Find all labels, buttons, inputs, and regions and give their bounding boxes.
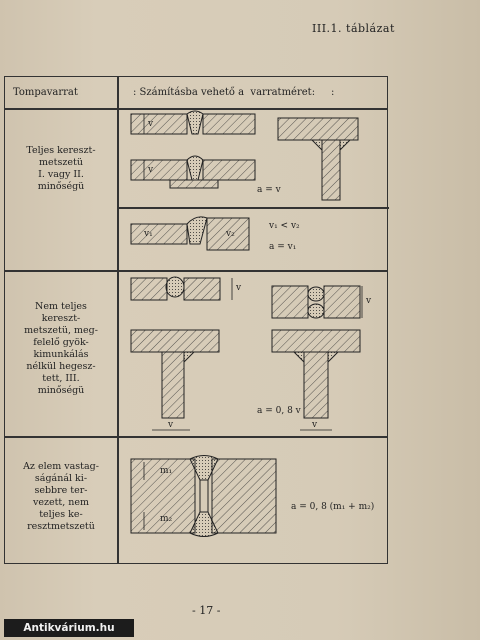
dim-v-2: v — [148, 165, 154, 175]
formula-partial-section: a = 0, 8 v — [257, 406, 301, 416]
row-3-label: Az elem vastag- ságánál ki- sebbre ter- vezett, nem teljes ke- resztmetszetü — [23, 461, 99, 532]
partial-butt-weld-drawing — [131, 277, 220, 300]
row-2-label: Nem teljes kereszt- metszetü, meg- felelő gyök- kimunkálás nélkül hegesz- tett, III. minőségü — [24, 301, 98, 396]
column-header-type: Tompavarrat — [13, 87, 78, 98]
table-label: III.1. táblázat — [312, 22, 395, 35]
page-number: - 17 - — [192, 604, 221, 617]
dim-m2: m₂ — [160, 514, 173, 524]
dim-v-4: v — [366, 296, 372, 306]
dim-v-6: v — [312, 420, 318, 430]
tee-weld-drawing-1 — [278, 118, 358, 200]
dim-v1: v₁ — [144, 229, 153, 239]
dim-v-3: v — [236, 283, 242, 293]
column-header-size: : Számításba vehető a varratméret: : — [133, 87, 335, 98]
dim-v-1: v — [148, 119, 154, 129]
formula-full-section: a = v — [257, 185, 281, 195]
row-1-label: Teljes kereszt- metszetü I. vagy II. minőségü — [26, 145, 96, 192]
double-partial-butt-weld-drawing — [272, 286, 360, 318]
dim-m1: m₁ — [160, 466, 173, 476]
formula-reduced-section: a = 0, 8 (m₁ + m₂) — [291, 502, 375, 512]
formula-thinner-plate: a = v₁ — [269, 242, 297, 252]
partial-tee-weld-drawing-1 — [131, 330, 219, 418]
reduced-section-weld-drawing — [131, 456, 276, 537]
dim-v-5: v — [168, 420, 174, 430]
formula-thickness-relation: v₁ < v₂ — [269, 221, 300, 231]
watermark: Antikvárium.hu — [4, 619, 134, 637]
partial-tee-weld-drawing-2 — [272, 330, 360, 418]
dim-v2: v₂ — [226, 229, 235, 239]
